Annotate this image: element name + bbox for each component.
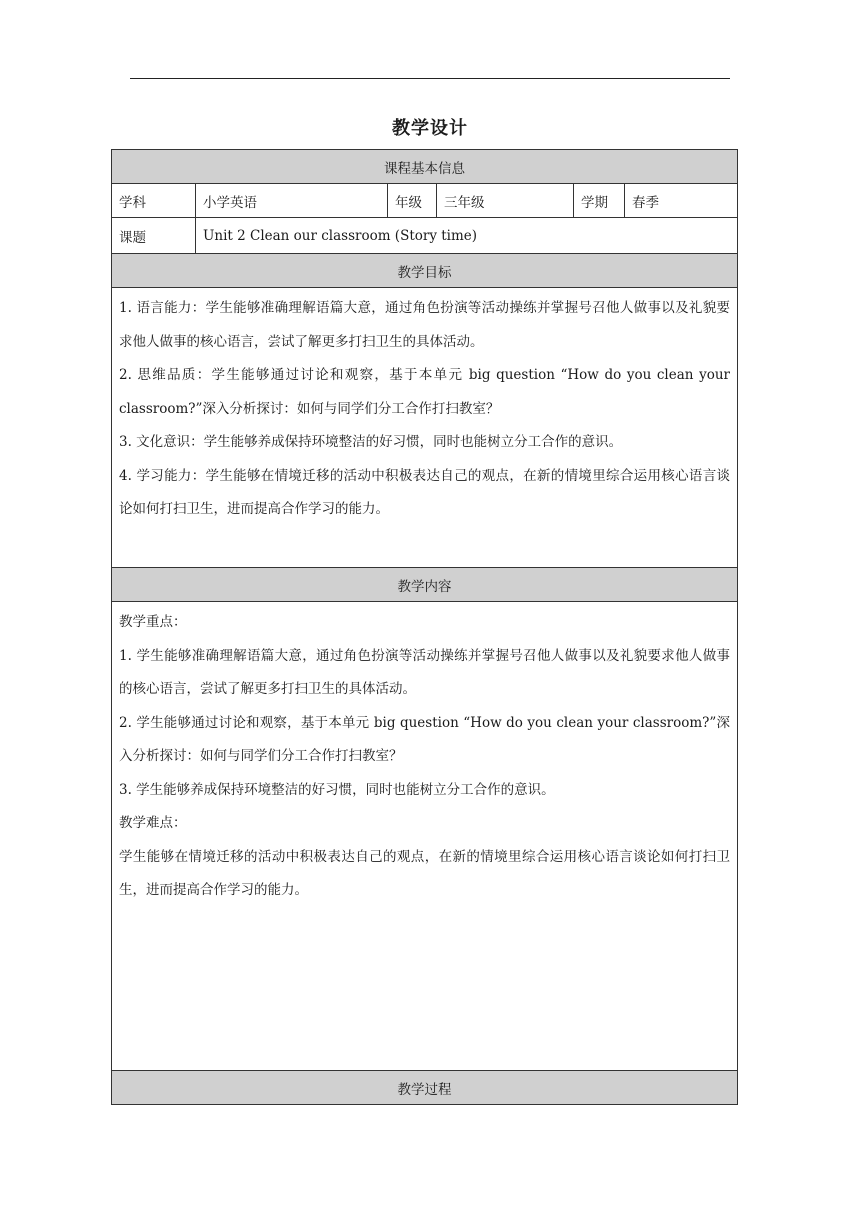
difficulties-text: 学生能够在情境迁移的活动中积极表达自己的观点，在新的情境里综合运用核心语言谈论如何打扫卫生，进而提高合作学习的能力。 bbox=[119, 848, 730, 898]
objective-item: 2. 思维品质：学生能够通过讨论和观察，基于本单元 big question “How do you clean your classroom?”深入分析探讨：如何与同学们分工合作打扫教室？ bbox=[119, 367, 730, 417]
grade-value: 三年级 bbox=[437, 184, 574, 218]
objectives-block bbox=[112, 288, 738, 568]
topic-value: Unit 2 Clean our classroom (Story time) bbox=[196, 218, 738, 254]
section-header-process: 教学过程 bbox=[112, 1071, 738, 1105]
page-title: 教学设计 bbox=[392, 118, 468, 139]
key-point-item: 2. 学生能够通过讨论和观察，基于本单元 big question “How do you clean your classroom?”深入分析探讨：如何与同学们分工合作打扫教室？ bbox=[119, 714, 730, 764]
lesson-plan-table bbox=[111, 149, 738, 1105]
key-point-item: 3. 学生能够养成保持环境整洁的好习惯，同时也能树立分工合作的意识。 bbox=[119, 781, 555, 798]
header-rule bbox=[130, 78, 730, 79]
term-label: 学期 bbox=[574, 184, 625, 218]
key-point-item: 1. 学生能够准确理解语篇大意，通过角色扮演等活动操练并掌握号召他人做事以及礼貌要求他人做事的核心语言，尝试了解更多打扫卫生的具体活动。 bbox=[119, 647, 730, 697]
objective-item: 3. 文化意识：学生能够养成保持环境整洁的好习惯，同时也能树立分工合作的意识。 bbox=[119, 434, 623, 450]
content-block bbox=[112, 602, 738, 1071]
objective-item: 4. 学习能力：学生能够在情境迁移的活动中积极表达自己的观点，在新的情境里综合运用核心语言谈论如何打扫卫生，进而提高合作学习的能力。 bbox=[119, 467, 730, 517]
objective-item: 1. 语言能力：学生能够准确理解语篇大意，通过角色扮演等活动操练并掌握号召他人做事以及礼貌要求他人做事的核心语言，尝试了解更多打扫卫生的具体活动。 bbox=[119, 300, 730, 350]
section-header-objectives: 教学目标 bbox=[112, 254, 738, 288]
term-value: 春季 bbox=[625, 184, 738, 218]
difficulties-label: 教学难点： bbox=[119, 815, 187, 831]
key-points-label: 教学重点： bbox=[119, 614, 187, 630]
section-header-content: 教学内容 bbox=[112, 568, 738, 602]
grade-label: 年级 bbox=[388, 184, 437, 218]
subject-value: 小学英语 bbox=[196, 184, 388, 218]
topic-label: 课题 bbox=[112, 218, 196, 254]
subject-label: 学科 bbox=[112, 184, 196, 218]
section-header-basic-info: 课程基本信息 bbox=[112, 150, 738, 184]
